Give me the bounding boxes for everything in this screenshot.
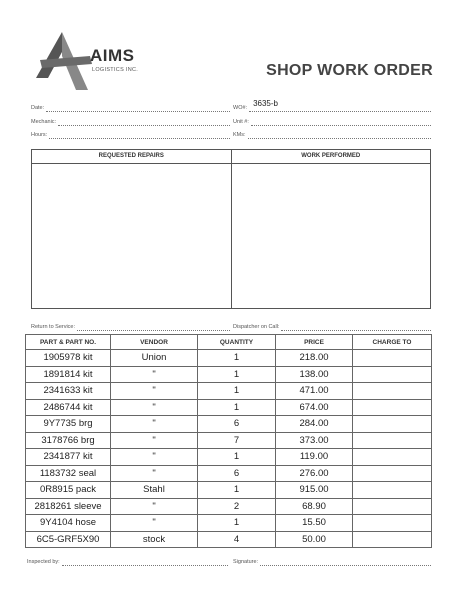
page-title: SHOP WORK ORDER [266,62,433,79]
return-to-service-field[interactable] [31,319,230,331]
work-performed-header: WORK PERFORMED [232,150,431,164]
charge-to-cell [353,350,432,367]
vendor-cell: stock [111,531,198,548]
quantity-cell: 6 [198,416,276,433]
part-cell: 0R8915 pack [26,482,111,499]
repairs-section [31,149,431,309]
table-row [26,465,432,482]
price-cell: 68.90 [276,498,353,515]
company-logo [32,30,162,92]
mechanic-label: Mechanic: [31,119,57,125]
vendor-cell: " [111,498,198,515]
price-cell: 138.00 [276,366,353,383]
table-row [26,449,432,466]
price-cell: 15.50 [276,515,353,532]
vendor-cell: " [111,383,198,400]
charge-to-cell [353,465,432,482]
wo-value: 3635-b [253,99,278,108]
part-cell: 1183732 seal [26,465,111,482]
charge-to-cell [353,515,432,532]
price-cell: 50.00 [276,531,353,548]
table-row [26,531,432,548]
vendor-cell: " [111,416,198,433]
quantity-cell: 1 [198,515,276,532]
table-row [26,515,432,532]
unit-label: Unit #: [233,119,249,125]
dispatcher-label: Dispatcher on Call: [233,324,280,330]
requested-repairs-header: REQUESTED REPAIRS [32,150,231,164]
quantity-cell: 1 [198,366,276,383]
column-header: QUANTITY [198,335,276,350]
work-performed-area[interactable] [231,150,431,308]
charge-to-cell [353,531,432,548]
parts-table-header-row [26,335,432,350]
price-cell: 373.00 [276,432,353,449]
part-cell: 9Y7735 brg [26,416,111,433]
quantity-cell: 1 [198,383,276,400]
quantity-cell: 4 [198,531,276,548]
mechanic-field[interactable] [31,114,230,126]
table-row [26,350,432,367]
part-cell: 2341877 kit [26,449,111,466]
charge-to-cell [353,416,432,433]
quantity-cell: 1 [198,482,276,499]
date-label: Date: [31,105,45,111]
vendor-cell: " [111,465,198,482]
price-cell: 284.00 [276,416,353,433]
table-row [26,383,432,400]
vendor-cell: Stahl [111,482,198,499]
quantity-cell: 7 [198,432,276,449]
table-row [26,399,432,416]
company-subtitle: LOGISTICS INC. [92,67,139,73]
kms-field[interactable] [233,127,431,139]
quantity-cell: 1 [198,350,276,367]
quantity-cell: 6 [198,465,276,482]
table-row [26,482,432,499]
price-cell: 674.00 [276,399,353,416]
table-row [26,366,432,383]
wo-field[interactable] [233,100,431,112]
quantity-cell: 2 [198,498,276,515]
table-row [26,432,432,449]
part-cell: 2486744 kit [26,399,111,416]
column-header: PART & PART NO. [26,335,111,350]
charge-to-cell [353,432,432,449]
price-cell: 276.00 [276,465,353,482]
quantity-cell: 1 [198,399,276,416]
kms-label: KMs: [233,132,246,138]
part-cell: 9Y4104 hose [26,515,111,532]
column-header: VENDOR [111,335,198,350]
quantity-cell: 1 [198,449,276,466]
charge-to-cell [353,482,432,499]
company-name: AIMS [90,46,135,65]
column-header: CHARGE TO [353,335,432,350]
price-cell: 471.00 [276,383,353,400]
table-row [26,416,432,433]
price-cell: 915.00 [276,482,353,499]
charge-to-cell [353,498,432,515]
charge-to-cell [353,383,432,400]
vendor-cell: " [111,366,198,383]
table-row [26,498,432,515]
part-cell: 1891814 kit [26,366,111,383]
inspected-by-field[interactable] [27,554,228,566]
date-field[interactable] [31,100,230,112]
dispatcher-field[interactable] [233,319,431,331]
hours-label: Hours: [31,132,48,138]
vendor-cell: " [111,449,198,466]
inspected-by-label: Inspected by: [27,559,60,565]
vendor-cell: " [111,515,198,532]
price-cell: 218.00 [276,350,353,367]
part-cell: 2818261 sleeve [26,498,111,515]
vendor-cell: " [111,432,198,449]
price-cell: 119.00 [276,449,353,466]
charge-to-cell [353,399,432,416]
unit-field[interactable] [233,114,431,126]
column-header: PRICE [276,335,353,350]
charge-to-cell [353,449,432,466]
signature-field[interactable] [233,554,431,566]
wo-label: WO#: [233,105,248,111]
signature-label: Signature: [233,559,259,565]
charge-to-cell [353,366,432,383]
part-cell: 6C5-GRF5X90 [26,531,111,548]
return-to-service-label: Return to Service: [31,324,76,330]
part-cell: 3178766 brg [26,432,111,449]
vendor-cell: " [111,399,198,416]
hours-field[interactable] [31,127,230,139]
part-cell: 1905978 kit [26,350,111,367]
vendor-cell: Union [111,350,198,367]
part-cell: 2341633 kit [26,383,111,400]
parts-table [25,334,432,548]
requested-repairs-area[interactable] [32,150,231,308]
